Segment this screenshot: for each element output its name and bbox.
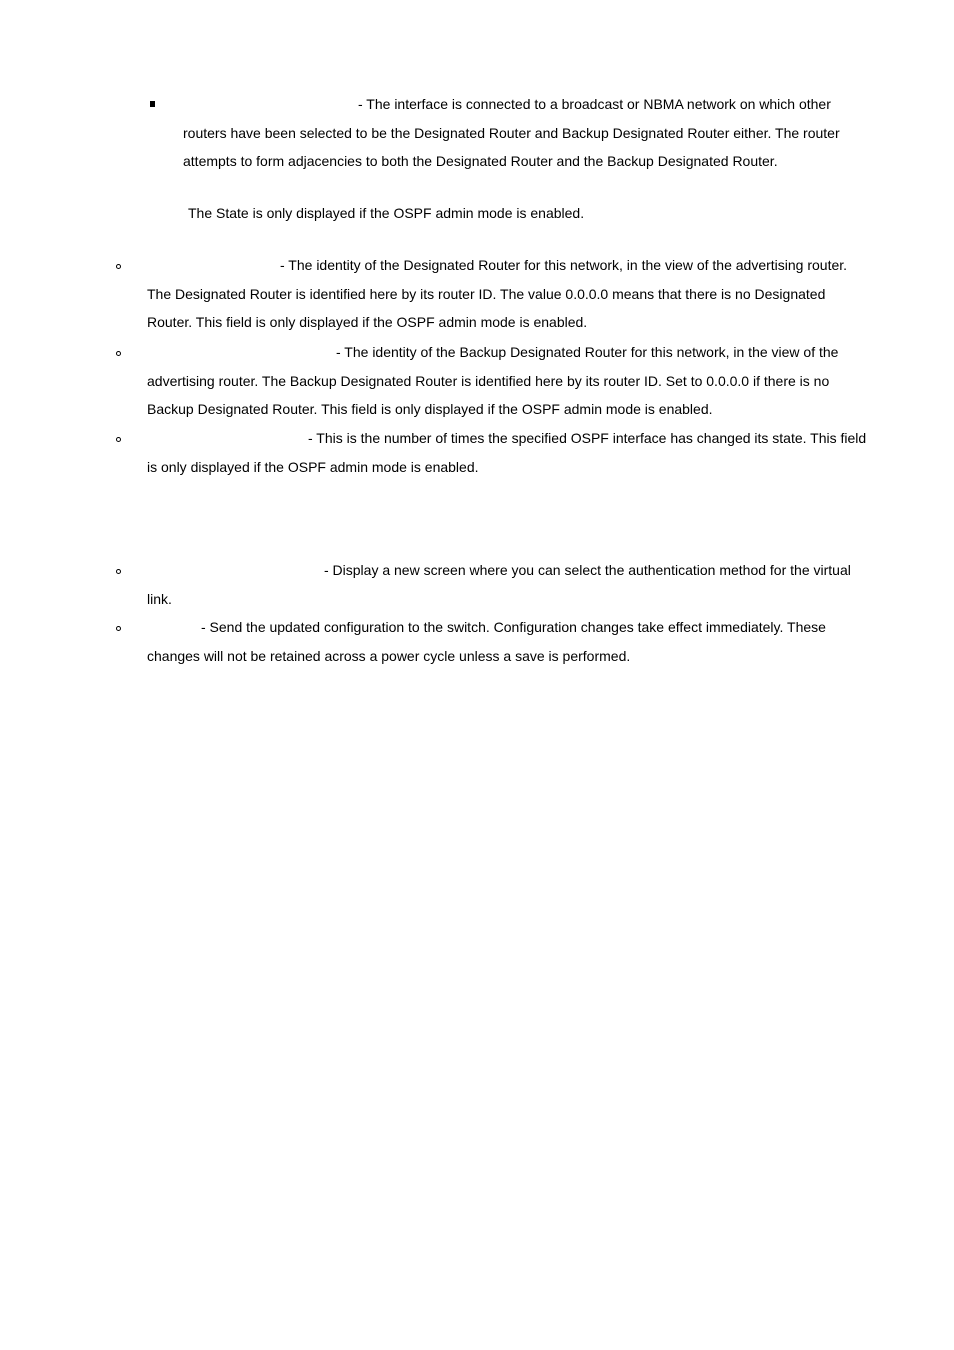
circle-bullet-icon [116, 626, 121, 631]
state-changes-line-1: - This is the number of times the specified OSPF interface has changed its state. This field [308, 430, 867, 446]
submit-description [147, 613, 826, 670]
designated-router-line-1: - The identity of the Designated Router for this network, in the view of the advertising router. [280, 257, 848, 273]
backup-designated-router-description [147, 338, 838, 424]
backup-other-line-3: attempts to form adjacencies to both the Designated Router and the Backup Designated Router. [183, 153, 778, 170]
circle-bullet-icon [116, 437, 121, 442]
backup-designated-router-line-3: Backup Designated Router. This field is only displayed if the OSPF admin mode is enabled. [147, 401, 713, 418]
backup-other-line-1: - The interface is connected to a broadcast or NBMA network on which other [358, 96, 831, 112]
backup-designated-router-line-1: - The identity of the Backup Designated Router for this network, in the view of the [336, 344, 839, 360]
circle-bullet-icon [116, 264, 121, 269]
designated-router-line-3: Router. This field is only displayed if the OSPF admin mode is enabled. [147, 314, 588, 331]
designated-router-line-2: The Designated Router is identified here by its router ID. The value 0.0.0.0 means that there is no Designated [147, 285, 826, 302]
state-note: The State is only displayed if the OSPF admin mode is enabled. [188, 205, 585, 221]
square-bullet-icon [150, 101, 155, 107]
configure-authentication-description [147, 556, 851, 613]
backup-other-line-2: routers have been selected to be the Designated Router and Backup Designated Router either. The router [183, 124, 840, 141]
submit-line-1: - Send the updated configuration to the switch. Configuration changes take effect immediately. These [201, 619, 826, 635]
state-changes-description [147, 424, 866, 481]
backup-other-description [183, 90, 840, 176]
circle-bullet-icon [116, 569, 121, 574]
designated-router-description [147, 251, 847, 337]
configure-authentication-line-1: - Display a new screen where you can select the authentication method for the virtual [324, 562, 851, 578]
circle-bullet-icon [116, 351, 121, 356]
configure-authentication-line-2: link. [147, 590, 172, 607]
submit-line-2: changes will not be retained across a power cycle unless a save is performed. [147, 647, 631, 664]
backup-designated-router-line-2: advertising router. The Backup Designated Router is identified here by its router ID. Set to 0.0.0.0 if there is no [147, 372, 830, 389]
state-changes-line-2: is only displayed if the OSPF admin mode is enabled. [147, 458, 479, 475]
